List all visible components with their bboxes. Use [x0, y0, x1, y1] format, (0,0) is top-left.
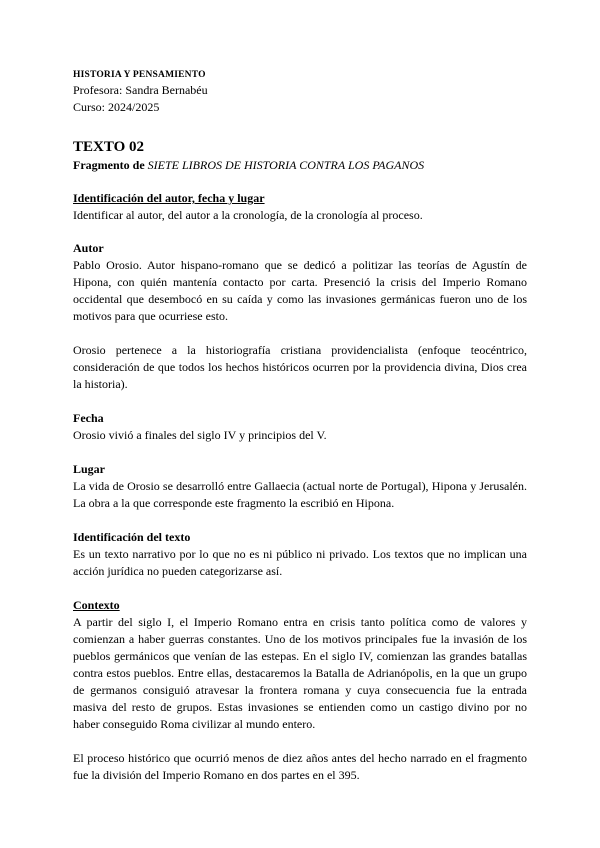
fragment-prefix: Fragmento de: [73, 158, 145, 172]
section-autor: [73, 240, 527, 393]
section-paragraph: Orosio pertenece a la historiografía cristiana providencialista (enfoque teocéntrico, consideración de que todos los hechos históricos ocurren por la providencia divina, Dios crea la historia).: [73, 343, 527, 391]
section-contexto: [73, 597, 527, 784]
teacher-line: Profesora: Sandra Bernabéu: [73, 83, 208, 97]
section-heading: Identificación del texto: [73, 530, 191, 544]
section-lugar: [73, 461, 527, 512]
section-text: Identificar al autor, del autor a la cronología, de la cronología al proceso.: [73, 208, 423, 222]
fragment-line: [73, 157, 527, 174]
course-title: HISTORIA Y PENSAMIENTO: [73, 70, 206, 80]
section-text: Es un texto narrativo por lo que no es ni público ni privado. Los textos que no implican una acción jurídica no pueden categorizarse así.: [73, 547, 527, 578]
section-heading: Identificación del autor, fecha y lugar: [73, 191, 265, 205]
section-paragraph: Pablo Orosio. Autor hispano-romano que se dedicó a politizar las teorías de Agustín de Hipona, con quién mantenía contacto por carta. Presenció la crisis del Imperio Romano occidental que desembocó en su caída y como las invasiones germánicas fueron uno de los motivos para que ocurriese esto.: [73, 258, 527, 323]
fragment-work: SIETE LIBROS DE HISTORIA CONTRA LOS PAGANOS: [147, 158, 425, 172]
section-heading: Contexto: [73, 598, 120, 612]
year-line: Curso: 2024/2025: [73, 100, 160, 114]
section-heading: Autor: [73, 241, 104, 255]
section-paragraph: A partir del siglo I, el Imperio Romano entra en crisis tanto política como de valores y comienzan a haber guerras constantes. Uno de los motivos principales fue la invasión de los pueblos germánicos que venían de las estepas. En el siglo IV, comienzan las grandes batallas contra estos pueblos. Entre ellas, destacaremos la Batalla de Adrianópolis, en la que un grupo de germanos consiguió atravesar la frontera romana y cuya consecuencia fue la entrada masiva del resto de grupos. Estas invasiones se entienden como un castigo divino por no haber conseguido Roma civilizar al mundo entero.: [73, 615, 527, 731]
section-text: La vida de Orosio se desarrolló entre Gallaecia (actual norte de Portugal), Hipona y Jerusalén. La obra a la que corresponde este fragmento la escribió en Hipona.: [73, 479, 527, 510]
section-identificacion: [73, 190, 527, 224]
section-text: Orosio vivió a finales del siglo IV y principios del V.: [73, 428, 327, 442]
section-paragraph: El proceso histórico que ocurrió menos de diez años antes del hecho narrado en el fragmento fue la división del Imperio Romano en dos partes en el 395.: [73, 751, 527, 782]
section-identificacion-texto: [73, 529, 527, 580]
document-title: TEXTO 02: [73, 139, 144, 155]
section-heading: Fecha: [73, 411, 104, 425]
section-heading: Lugar: [73, 462, 106, 476]
section-fecha: [73, 410, 527, 444]
document-page: [73, 68, 527, 784]
